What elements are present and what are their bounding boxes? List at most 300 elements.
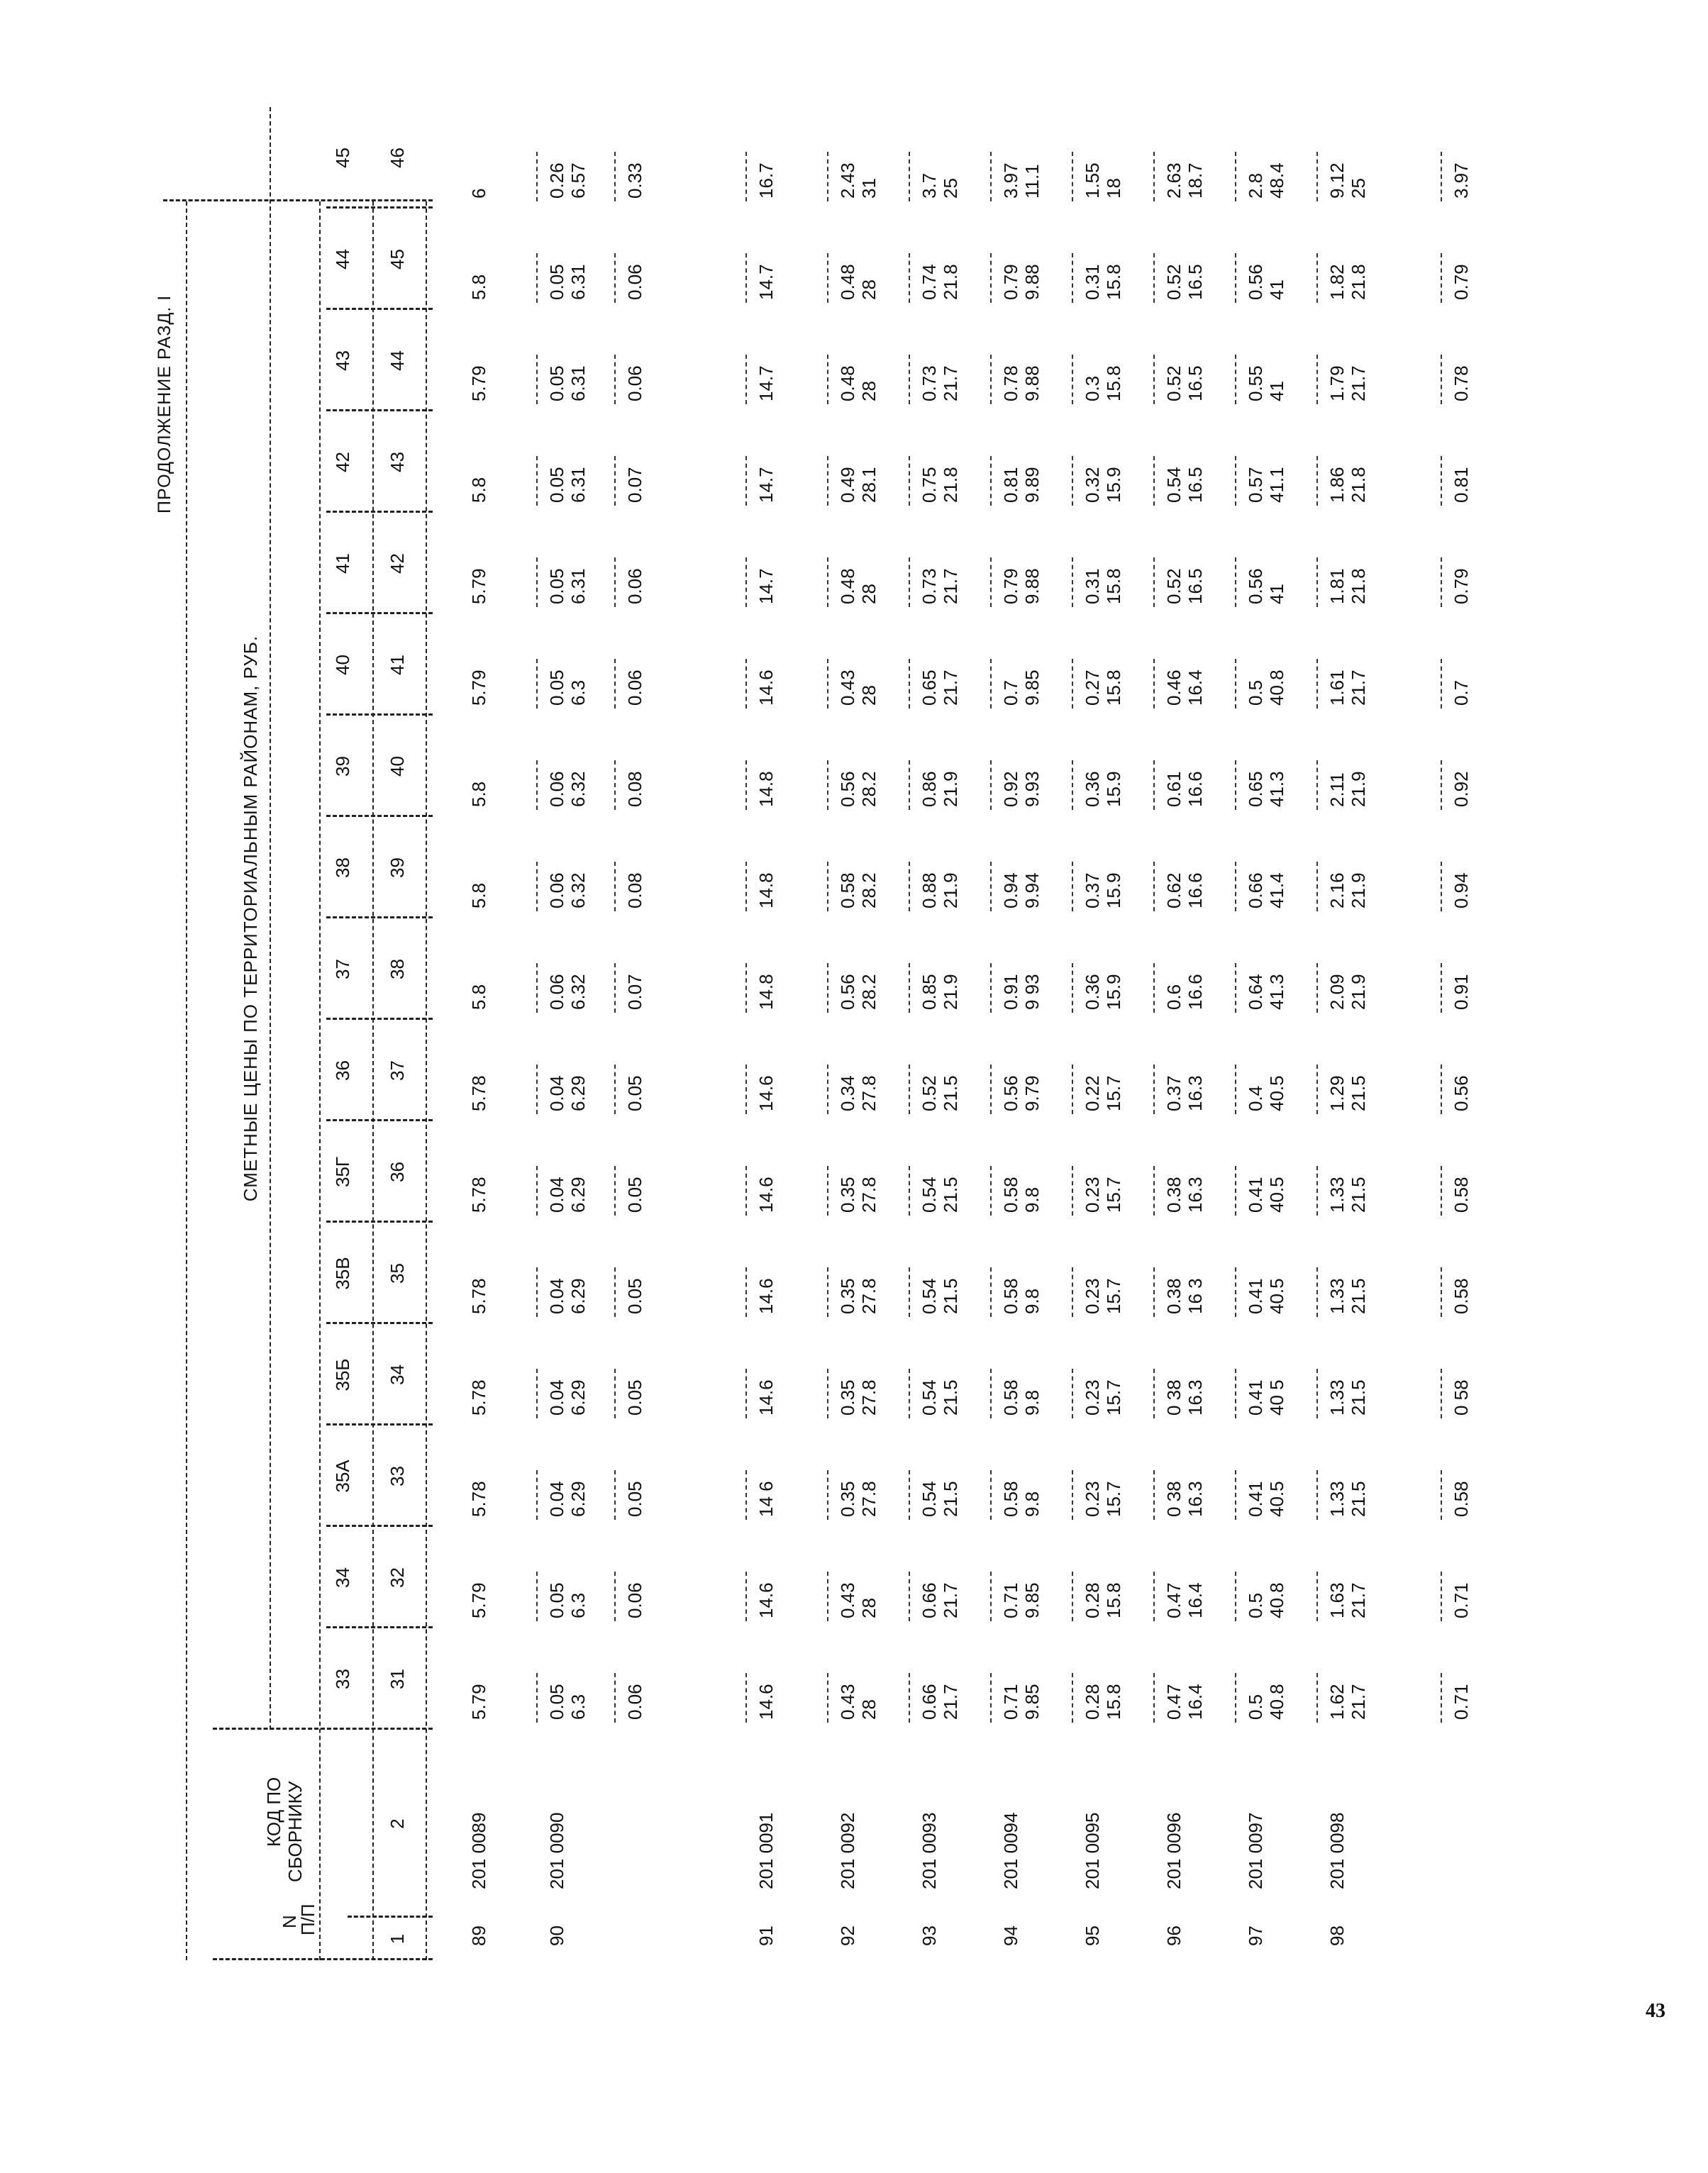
- cell-value: 21.7: [1348, 669, 1369, 706]
- cell-separator: [827, 557, 828, 607]
- cell-separator: [536, 1369, 538, 1418]
- cell-value: 0.04: [546, 1278, 567, 1314]
- cell-value: 6.31: [567, 264, 589, 300]
- cell-separator: [745, 557, 747, 607]
- cell-value: 0.52: [1163, 264, 1185, 300]
- cell-separator: [745, 659, 747, 708]
- cell-value: 0.06: [546, 872, 567, 908]
- cell-separator: [745, 963, 747, 1013]
- column-divider: [326, 206, 433, 209]
- cell-value: 0.31: [1082, 568, 1103, 604]
- cell-value: 1.63: [1326, 1582, 1348, 1618]
- cell-value: 0.6: [1163, 984, 1185, 1010]
- cell-value: 14.6: [755, 1177, 777, 1213]
- row-number: 97: [1245, 1925, 1266, 1946]
- cell-value: 0.54: [919, 1481, 940, 1517]
- cell-value: 0.05: [546, 568, 567, 604]
- page-number: 43: [1646, 2000, 1665, 2022]
- cell-value: 0.05: [546, 264, 567, 300]
- cell-separator: [614, 1166, 616, 1216]
- cell-value: 0.94: [1451, 872, 1472, 908]
- cell-value: 0.75: [919, 467, 940, 503]
- cell-value: 6.32: [567, 974, 589, 1010]
- cell-separator: [614, 862, 616, 911]
- cell-separator: [745, 253, 747, 303]
- cell-separator: [745, 1673, 747, 1723]
- cell-separator: [827, 1166, 828, 1216]
- cell-value: 0.31: [1082, 264, 1103, 300]
- cell-value: 0.3: [1082, 375, 1103, 401]
- cell-value: 0.92: [1000, 771, 1021, 807]
- cell-separator: [990, 1470, 992, 1520]
- cell-separator: [1316, 253, 1318, 303]
- cell-separator: [1235, 659, 1236, 708]
- cell-separator: [1072, 760, 1073, 810]
- cell-separator: [614, 456, 616, 506]
- cell-separator: [827, 862, 828, 911]
- cell-separator: [909, 355, 910, 404]
- column-divider: [326, 1525, 433, 1527]
- cell-separator: [909, 557, 910, 607]
- cell-separator: [1072, 1065, 1073, 1114]
- cell-value: 0.54: [919, 1379, 940, 1416]
- cell-separator: [1072, 456, 1073, 506]
- cell-value: 21.5: [1348, 1379, 1369, 1416]
- cell-value: 9.88: [1021, 264, 1043, 300]
- cell-separator: [827, 1470, 828, 1520]
- cell-separator: [1316, 456, 1318, 506]
- cell-separator: [745, 1065, 747, 1114]
- cell-separator: [1441, 1470, 1442, 1520]
- cell-separator: [909, 659, 910, 708]
- cell-value: 2.8: [1245, 172, 1266, 199]
- cell-value: 0.55: [1245, 365, 1266, 401]
- cell-value: 2.16: [1326, 872, 1348, 908]
- row-number: 98: [1326, 1925, 1348, 1946]
- cell-value: 6.29: [567, 1278, 589, 1314]
- cell-value: 0.71: [1451, 1582, 1472, 1618]
- cell-value: 21.7: [940, 1582, 961, 1618]
- cell-value: 0.06: [624, 1684, 645, 1720]
- cell-value: 16.4: [1185, 669, 1206, 706]
- cell-value: 0.54: [919, 1177, 940, 1213]
- cell-separator: [990, 862, 992, 911]
- cell-separator: [1441, 1673, 1442, 1723]
- cell-value: 16.5: [1185, 467, 1206, 503]
- cell-value: 21.5: [1348, 1481, 1369, 1517]
- cell-separator: [1316, 1470, 1318, 1520]
- cell-value: 0.86: [919, 771, 940, 807]
- cell-value: 6.29: [567, 1075, 589, 1111]
- cell-separator: [1153, 1572, 1155, 1621]
- cell-value: 5.78: [468, 1278, 489, 1314]
- cell-value: 0.5: [1245, 1694, 1266, 1720]
- cell-value: 0.62: [1163, 872, 1185, 908]
- index-row-line: [372, 201, 374, 1960]
- cell-separator: [1441, 760, 1442, 810]
- cell-value: 0.66: [919, 1582, 940, 1618]
- cell-separator: [1153, 1369, 1155, 1418]
- cell-value: 0.58: [1451, 1177, 1472, 1213]
- cell-value: 48.4: [1266, 162, 1287, 199]
- cell-separator: [1072, 1572, 1073, 1621]
- cell-separator: [827, 1369, 828, 1418]
- cell-value: 18: [1103, 178, 1124, 199]
- cell-value: 0.85: [919, 974, 940, 1010]
- cell-value: 6.31: [567, 467, 589, 503]
- cell-value: 0.06: [624, 1582, 645, 1618]
- cell-value: 0.73: [919, 568, 940, 604]
- cell-separator: [614, 1065, 616, 1114]
- cell-value: 9.8: [1021, 1389, 1043, 1416]
- cell-value: 9.88: [1021, 365, 1043, 401]
- cell-value: 0.04: [546, 1481, 567, 1517]
- cell-value: 0.94: [1000, 872, 1021, 908]
- cell-value: 14.6: [755, 1075, 777, 1111]
- cell-value: 0.35: [837, 1379, 858, 1416]
- cell-value: 0.49: [837, 467, 858, 503]
- cell-value: 16.3: [1185, 1075, 1206, 1111]
- cell-value: 9.89: [1021, 467, 1043, 503]
- cell-separator: [1316, 152, 1318, 201]
- region-header-cell: 34: [332, 1567, 353, 1588]
- cell-separator: [1072, 963, 1073, 1013]
- cell-separator: [536, 963, 538, 1013]
- cell-separator: [1441, 963, 1442, 1013]
- row-code: 201 0096: [1163, 1812, 1185, 1889]
- cell-separator: [1441, 456, 1442, 506]
- cell-separator: [614, 1572, 616, 1621]
- cell-separator: [909, 1470, 910, 1520]
- row-code: 201 0090: [546, 1812, 567, 1889]
- cell-value: 21.7: [940, 1684, 961, 1720]
- cell-separator: [909, 760, 910, 810]
- cell-value: 0.43: [837, 669, 858, 706]
- cell-separator: [745, 456, 747, 506]
- cell-separator: [1072, 557, 1073, 607]
- cell-value: 6.32: [567, 771, 589, 807]
- cell-separator: [1316, 355, 1318, 404]
- cell-separator: [909, 152, 910, 201]
- region-header-cell: 41: [332, 553, 353, 574]
- cell-value: 40.5: [1266, 1481, 1287, 1517]
- cell-separator: [745, 355, 747, 404]
- cell-value: 0.52: [1163, 568, 1185, 604]
- cell-value: 0.74: [919, 264, 940, 300]
- cell-value: 5.8: [468, 477, 489, 503]
- cell-value: 6.29: [567, 1177, 589, 1213]
- cell-value: 0.56: [1245, 264, 1266, 300]
- cell-separator: [990, 557, 992, 607]
- cell-separator: [1316, 557, 1318, 607]
- cell-separator: [1153, 456, 1155, 506]
- cell-value: 0.79: [1451, 264, 1472, 300]
- cell-separator: [614, 1369, 616, 1418]
- cell-value: 21.9: [940, 974, 961, 1010]
- cell-separator: [909, 1267, 910, 1317]
- cell-separator: [909, 1572, 910, 1621]
- cell-value: 21.8: [1348, 568, 1369, 604]
- row-code: 201 0089: [468, 1812, 489, 1889]
- cell-value: 0.56: [837, 771, 858, 807]
- cell-value: 0.33: [624, 162, 645, 199]
- cell-separator: [990, 456, 992, 506]
- cell-value: 0.04: [546, 1379, 567, 1416]
- cell-value: 3.97: [1000, 162, 1021, 199]
- cell-value: 15.8: [1103, 1684, 1124, 1720]
- cell-separator: [614, 963, 616, 1013]
- cell-value: 15.9: [1103, 467, 1124, 503]
- index-header-cell: 32: [387, 1567, 408, 1588]
- cell-value: 16.6: [1185, 872, 1206, 908]
- region-header-cell: 39: [332, 756, 353, 777]
- cell-value: 25: [1348, 178, 1369, 199]
- index-header-cell: 35: [387, 1263, 408, 1284]
- cell-separator: [1072, 1470, 1073, 1520]
- row-number: 93: [919, 1925, 940, 1946]
- cell-value: 15.7: [1103, 1177, 1124, 1213]
- cell-value: 14.6: [755, 669, 777, 706]
- cell-value: 0.58: [1451, 1481, 1472, 1517]
- cell-value: 6: [468, 188, 489, 199]
- cell-separator: [1153, 963, 1155, 1013]
- cell-separator: [536, 1673, 538, 1723]
- cell-value: 40.8: [1266, 1684, 1287, 1720]
- cell-value: 21.5: [1348, 1278, 1369, 1314]
- cell-value: 21.5: [940, 1379, 961, 1416]
- cell-separator: [1235, 1065, 1236, 1114]
- cell-value: 27.8: [858, 1075, 880, 1111]
- cell-value: 41.1: [1266, 467, 1287, 503]
- region-header-cell: 44: [332, 249, 353, 269]
- cell-value: 9.8: [1021, 1491, 1043, 1517]
- title-underline: [270, 107, 271, 1730]
- cell-value: 0.28: [1082, 1684, 1103, 1720]
- cell-value: 28: [858, 584, 880, 604]
- cell-value: 41.3: [1266, 771, 1287, 807]
- cell-value: 0.7: [1451, 679, 1472, 706]
- index-header-cell: 43: [387, 452, 408, 472]
- cell-value: 9.93: [1021, 771, 1043, 807]
- cell-separator: [614, 355, 616, 404]
- cell-value: 0.06: [624, 669, 645, 706]
- index-header-cell: 31: [387, 1669, 408, 1689]
- cell-value: 6.31: [567, 568, 589, 604]
- cell-separator: [827, 963, 828, 1013]
- cell-value: 15.8: [1103, 669, 1124, 706]
- index-header-cell: 44: [387, 350, 408, 371]
- row-number: 94: [1000, 1925, 1021, 1946]
- cell-separator: [1235, 1166, 1236, 1216]
- cell-value: 0.56: [1451, 1075, 1472, 1111]
- cell-value: 9.8: [1021, 1288, 1043, 1314]
- cell-value: 0.36: [1082, 974, 1103, 1010]
- cell-value: 40.8: [1266, 1582, 1287, 1618]
- region-header-cell: 40: [332, 655, 353, 675]
- cell-separator: [990, 1065, 992, 1114]
- cell-separator: [990, 1572, 992, 1621]
- cell-value: 21.7: [940, 365, 961, 401]
- cell-separator: [1441, 862, 1442, 911]
- cell-value: 0 58: [1451, 1379, 1472, 1416]
- cell-value: 0.23: [1082, 1481, 1103, 1517]
- cell-value: 15.7: [1103, 1278, 1124, 1314]
- cell-value: 0.81: [1000, 467, 1021, 503]
- column-divider: [326, 1322, 433, 1324]
- cell-value: 16.3: [1185, 1379, 1206, 1416]
- cell-value: 1.33: [1326, 1379, 1348, 1416]
- cell-separator: [1316, 1267, 1318, 1317]
- cell-value: 15.7: [1103, 1379, 1124, 1416]
- cell-separator: [1316, 1166, 1318, 1216]
- cell-separator: [1316, 659, 1318, 708]
- cell-value: 0.71: [1000, 1684, 1021, 1720]
- cell-separator: [1235, 1673, 1236, 1723]
- cell-value: 6.3: [567, 1694, 589, 1720]
- cell-value: 1.61: [1326, 669, 1348, 706]
- cell-value: 14.8: [755, 974, 777, 1010]
- cell-value: 27.8: [858, 1379, 880, 1416]
- cell-separator: [827, 1065, 828, 1114]
- cell-value: 5.8: [468, 781, 489, 807]
- cell-separator: [1316, 862, 1318, 911]
- cell-separator: [1153, 1166, 1155, 1216]
- cell-value: 16.4: [1185, 1582, 1206, 1618]
- cell-value: 21.5: [940, 1278, 961, 1314]
- cell-separator: [1153, 355, 1155, 404]
- cell-value: 0.06: [546, 771, 567, 807]
- cell-value: 0.5: [1245, 1592, 1266, 1618]
- cell-value: 0.61: [1163, 771, 1185, 807]
- row-code: 201 0097: [1245, 1812, 1266, 1889]
- cell-separator: [614, 1470, 616, 1520]
- cell-value: 41: [1266, 584, 1287, 604]
- cell-separator: [1235, 862, 1236, 911]
- cell-separator: [1072, 862, 1073, 911]
- cell-separator: [990, 1166, 992, 1216]
- cell-separator: [536, 659, 538, 708]
- cell-value: 0.41: [1245, 1379, 1266, 1416]
- column-divider: [326, 511, 433, 513]
- cell-value: 0.54: [1163, 467, 1185, 503]
- region-header-cell: 35В: [332, 1257, 353, 1290]
- cell-separator: [1441, 1369, 1442, 1418]
- cell-separator: [745, 1369, 747, 1418]
- cell-separator: [1441, 1267, 1442, 1317]
- cell-value: 6.57: [567, 162, 589, 199]
- row-code: 201 0093: [919, 1812, 940, 1889]
- cell-separator: [1316, 1572, 1318, 1621]
- cell-value: 5.8: [468, 882, 489, 908]
- index-header-cell: 37: [387, 1060, 408, 1081]
- cell-value: 9.85: [1021, 1582, 1043, 1618]
- cell-value: 14.7: [755, 365, 777, 401]
- cell-value: 0.23: [1082, 1278, 1103, 1314]
- cell-value: 21.9: [940, 872, 961, 908]
- cell-separator: [1441, 1572, 1442, 1621]
- cell-value: 0.92: [1451, 771, 1472, 807]
- cell-separator: [1072, 152, 1073, 201]
- cell-separator: [990, 963, 992, 1013]
- cell-value: 0.35: [837, 1481, 858, 1517]
- cell-separator: [536, 1166, 538, 1216]
- cell-value: 0.48: [837, 365, 858, 401]
- cell-value: 9 93: [1021, 974, 1043, 1010]
- cell-value: 0.57: [1245, 467, 1266, 503]
- cell-value: 0 38: [1163, 1481, 1185, 1517]
- cell-separator: [990, 1369, 992, 1418]
- cell-value: 0.47: [1163, 1684, 1185, 1720]
- cell-value: 0.34: [837, 1075, 858, 1111]
- column-divider: [326, 308, 433, 310]
- index-code-cell: 2: [387, 1818, 408, 1829]
- cell-separator: [909, 1673, 910, 1723]
- cell-value: 6.29: [567, 1379, 589, 1416]
- cell-separator: [745, 1470, 747, 1520]
- row-code: 201 0098: [1326, 1812, 1348, 1889]
- cell-value: 5.79: [468, 1684, 489, 1720]
- cell-value: 0.58: [1451, 1278, 1472, 1314]
- cell-separator: [1072, 253, 1073, 303]
- cell-value: 1.81: [1326, 568, 1348, 604]
- cell-value: 9.85: [1021, 1684, 1043, 1720]
- cell-separator: [990, 1267, 992, 1317]
- cell-separator: [536, 557, 538, 607]
- cell-value: 0.07: [624, 467, 645, 503]
- cell-value: 28.1: [858, 467, 880, 503]
- cell-separator: [614, 152, 616, 201]
- cell-separator: [1441, 253, 1442, 303]
- cell-value: 0.07: [624, 974, 645, 1010]
- cell-value: 5.8: [468, 274, 489, 300]
- region-header-cell: 45: [332, 148, 353, 168]
- cell-value: 0.78: [1451, 365, 1472, 401]
- cell-value: 0.38: [1163, 1278, 1185, 1314]
- cell-separator: [1153, 1065, 1155, 1114]
- cell-value: 1.62: [1326, 1684, 1348, 1720]
- cell-value: 21.7: [1348, 365, 1369, 401]
- cell-value: 0.05: [546, 1684, 567, 1720]
- cell-separator: [1441, 557, 1442, 607]
- cell-separator: [1153, 253, 1155, 303]
- cell-value: 9.85: [1021, 669, 1043, 706]
- cell-value: 21.8: [1348, 264, 1369, 300]
- cell-value: 9.88: [1021, 568, 1043, 604]
- cell-value: 21.7: [940, 669, 961, 706]
- cell-value: 1.33: [1326, 1177, 1348, 1213]
- cell-value: 6.3: [567, 1592, 589, 1618]
- cell-separator: [614, 760, 616, 810]
- cell-separator: [536, 1470, 538, 1520]
- column-divider: [326, 1423, 433, 1425]
- index-header-cell: 34: [387, 1365, 408, 1385]
- index-header-cell: 45: [387, 249, 408, 269]
- region-header-cell: 43: [332, 350, 353, 371]
- cell-value: 21.8: [1348, 467, 1369, 503]
- cell-value: 0.64: [1245, 974, 1266, 1010]
- cell-value: 14.8: [755, 771, 777, 807]
- cell-separator: [827, 456, 828, 506]
- cell-separator: [1153, 152, 1155, 201]
- cell-separator: [990, 152, 992, 201]
- cell-value: 0.48: [837, 264, 858, 300]
- column-header-line: [319, 201, 321, 1960]
- cell-value: 0.05: [546, 669, 567, 706]
- cell-value: 5.79: [468, 568, 489, 604]
- cell-separator: [1153, 659, 1155, 708]
- cell-separator: [536, 1572, 538, 1621]
- cell-value: 16.5: [1185, 568, 1206, 604]
